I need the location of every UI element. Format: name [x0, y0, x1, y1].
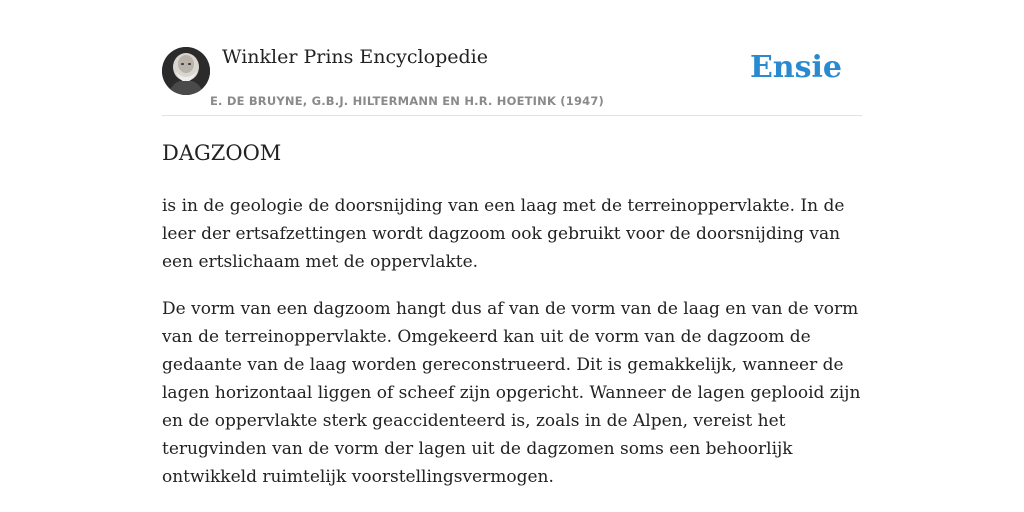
article-headword: DAGZOOM: [162, 141, 282, 165]
ensie-logo[interactable]: Ensie: [749, 50, 842, 85]
site-title[interactable]: Winkler Prins Encyclopedie: [222, 46, 488, 68]
portrait-image: [162, 47, 210, 95]
header-divider: [162, 115, 862, 116]
article-paragraph-1: is in de geologie de doorsnijding van een laag met de terreinoppervlakte. In de leer der ertsafzettingen wordt dagzoom ook gebruikt voor de doorsnijding van een ertslichaam met de oppervlakte.: [162, 196, 845, 272]
article-paragraph-2: De vorm van een dagzoom hangt dus af van de vorm van de laag en van de vorm van de terreinoppervlakte. Omgekeerd kan uit de vorm van de dagzoom de gedaante van de laag worden gereconstrueerd. Dit is gemakkelijk, wanneer de lagen horizontaal liggen of scheef zijn opgericht. Wanneer de lagen geplooid zijn en de oppervlakte sterk geaccidenteerd is, zoals in de Alpen, vereist het terugvinden van de vorm der lagen uit de dagzomen soms een behoorlijk ontwikkeld ruimtelijk voorstellingsvermogen.: [162, 299, 861, 487]
author-avatar: [162, 47, 210, 95]
authors-credit: E. DE BRUYNE, G.B.J. HILTERMANN EN H.R. HOETINK (1947): [210, 94, 605, 108]
